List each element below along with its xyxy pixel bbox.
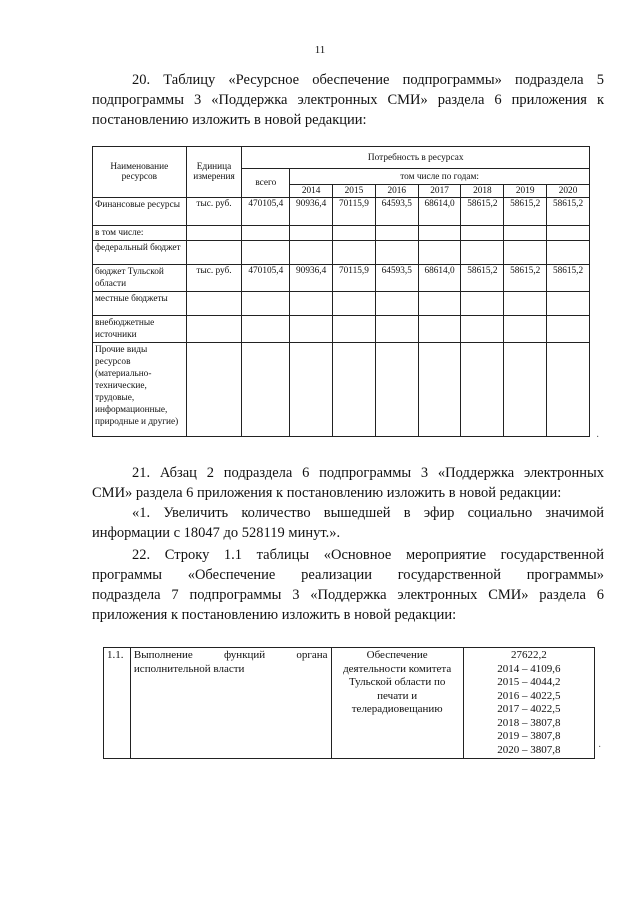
funding-line: 2014 – 4109,6 (497, 662, 561, 675)
row-total (242, 292, 290, 316)
row-year-value: 68614,0 (418, 265, 461, 292)
header-unit: Единица измерения (186, 147, 242, 198)
row-year-value: 58615,2 (504, 265, 547, 292)
activity-number: 1.1. (104, 648, 131, 759)
header-year: 2020 (547, 185, 590, 198)
paragraph-line: подраздела 7 подпрограммы 3 «Поддержка электронных СМИ» раздела 6 (92, 587, 604, 603)
activity-table (103, 647, 595, 759)
row-total (242, 241, 290, 265)
purpose-line: деятельности комитета (343, 662, 452, 675)
row-unit (186, 226, 242, 241)
row-year-value: 64593,5 (375, 198, 418, 226)
margin-dot: · (598, 742, 602, 753)
row-year-value (461, 316, 504, 343)
row-year-value (461, 292, 504, 316)
row-year-value (375, 292, 418, 316)
paragraph-line: информации с 18047 до 528119 минут.». (92, 525, 341, 541)
paragraph-line: «1. Увеличить количество вышедшей в эфир социально значимой (132, 505, 604, 521)
row-unit (186, 241, 242, 265)
row-year-value (333, 226, 376, 241)
row-year-value (290, 292, 333, 316)
table-row (93, 226, 590, 241)
paragraph-22 (92, 545, 604, 625)
row-year-value (461, 241, 504, 265)
row-year-value (290, 316, 333, 343)
row-year-value (418, 316, 461, 343)
row-year-value (333, 343, 376, 437)
row-year-value (547, 226, 590, 241)
row-year-value (375, 226, 418, 241)
row-year-value (290, 226, 333, 241)
page-number: 11 (314, 44, 326, 56)
funding-line: 2016 – 4022,5 (497, 689, 561, 702)
funding-line: 2018 – 3807,8 (497, 716, 561, 729)
purpose-line: печати и (377, 689, 418, 702)
purpose-line: телерадиовещанию (351, 703, 443, 715)
row-year-value: 90936,4 (290, 198, 333, 226)
row-total (242, 316, 290, 343)
row-year-value (547, 241, 590, 265)
activity-funding (463, 648, 594, 759)
header-year: 2018 (461, 185, 504, 198)
row-year-value: 58615,2 (461, 265, 504, 292)
row-year-value (461, 343, 504, 437)
funding-line: 27622,2 (511, 649, 547, 661)
row-year-value (461, 226, 504, 241)
row-total: 470105,4 (242, 265, 290, 292)
row-year-value (375, 316, 418, 343)
row-year-value (290, 343, 333, 437)
row-year-value (504, 226, 547, 241)
row-name: бюджет Тульской области (93, 265, 187, 292)
row-name: в том числе: (93, 226, 187, 241)
header-year: 2014 (290, 185, 333, 198)
row-year-value: 58615,2 (547, 265, 590, 292)
paragraph-line: 22. Строку 1.1 таблицы «Основное мероприятие государственной (132, 547, 604, 563)
paragraph-line: СМИ» раздела 6 приложения к постановлению изложить в новой редакции: (92, 485, 562, 501)
resource-table-body (93, 198, 590, 437)
header-year: 2015 (333, 185, 376, 198)
row-year-value (547, 316, 590, 343)
funding-line: 2020 – 3807,8 (497, 743, 561, 756)
header-by-years: том числе по годам: (290, 169, 590, 185)
header-need: Потребность в ресурсах (242, 147, 590, 169)
row-year-value (547, 292, 590, 316)
row-unit (186, 292, 242, 316)
row-name: Прочие виды ресурсов (материально-технические, трудовые, информационные, природные и другие) (93, 343, 187, 437)
paragraph-line: 20. Таблицу «Ресурсное обеспечение подпрограммы» подраздела 5 (132, 72, 604, 88)
row-year-value (504, 316, 547, 343)
row-year-value: 70115,9 (333, 265, 376, 292)
row-year-value (418, 241, 461, 265)
row-year-value (333, 316, 376, 343)
row-year-value (375, 343, 418, 437)
row-year-value: 58615,2 (547, 198, 590, 226)
row-name: Финансовые ресурсы (93, 198, 187, 226)
table-row (93, 265, 590, 292)
funding-line: 2015 – 4044,2 (497, 676, 561, 688)
row-total (242, 343, 290, 437)
header-name: Наименование ресурсов (93, 147, 187, 198)
paragraph-20 (92, 70, 604, 130)
row-year-value: 64593,5 (375, 265, 418, 292)
paragraph-line: приложения к постановлению изложить в новой редакции: (92, 607, 457, 623)
row-year-value (504, 292, 547, 316)
row-unit: тыс. руб. (186, 265, 242, 292)
row-unit: тыс. руб. (186, 198, 242, 226)
row-year-value: 70115,9 (333, 198, 376, 226)
table-row (93, 241, 590, 265)
paragraph-line: программы «Обеспечение реализации государственной программы» (92, 567, 604, 583)
paragraph-line: подпрограммы 3 «Поддержка электронных СМИ» раздела 6 приложения к (92, 92, 604, 108)
paragraph-line: 21. Абзац 2 подраздела 6 подпрограммы 3 «Поддержка электронных (132, 465, 604, 481)
funding-line: 2017 – 4022,5 (497, 703, 561, 715)
row-year-value (504, 241, 547, 265)
header-year: 2019 (504, 185, 547, 198)
row-year-value (333, 241, 376, 265)
row-total (242, 226, 290, 241)
row-year-value (375, 241, 418, 265)
row-name: местные бюджеты (93, 292, 187, 316)
row-year-value (547, 343, 590, 437)
funding-line: 2019 – 3807,8 (497, 730, 561, 742)
row-year-value (418, 343, 461, 437)
header-year: 2016 (375, 185, 418, 198)
paragraph-line: постановлению изложить в новой редакции: (92, 112, 367, 128)
row-year-value (418, 226, 461, 241)
purpose-line: Тульской области по (348, 676, 446, 688)
row-year-value (290, 241, 333, 265)
row-name: внебюджетные источники (93, 316, 187, 343)
activity-name: Выполнение функций органа исполнительной власти (130, 648, 331, 759)
table-row (93, 198, 590, 226)
row-year-value (418, 292, 461, 316)
row-year-value: 58615,2 (504, 198, 547, 226)
row-unit (186, 316, 242, 343)
header-total: всего (242, 169, 290, 198)
row-year-value: 90936,4 (290, 265, 333, 292)
row-year-value (504, 343, 547, 437)
paragraph-21 (92, 463, 604, 543)
row-year-value: 58615,2 (461, 198, 504, 226)
table-row (93, 292, 590, 316)
header-year: 2017 (418, 185, 461, 198)
row-year-value: 68614,0 (418, 198, 461, 226)
purpose-line: Обеспечение (366, 649, 428, 661)
activity-purpose (331, 648, 463, 759)
resource-table (92, 146, 590, 437)
row-total: 470105,4 (242, 198, 290, 226)
margin-dot: · (596, 432, 600, 443)
table-row (93, 316, 590, 343)
table-row (93, 343, 590, 437)
row-unit (186, 343, 242, 437)
row-name: федеральный бюджет (93, 241, 187, 265)
row-year-value (333, 292, 376, 316)
